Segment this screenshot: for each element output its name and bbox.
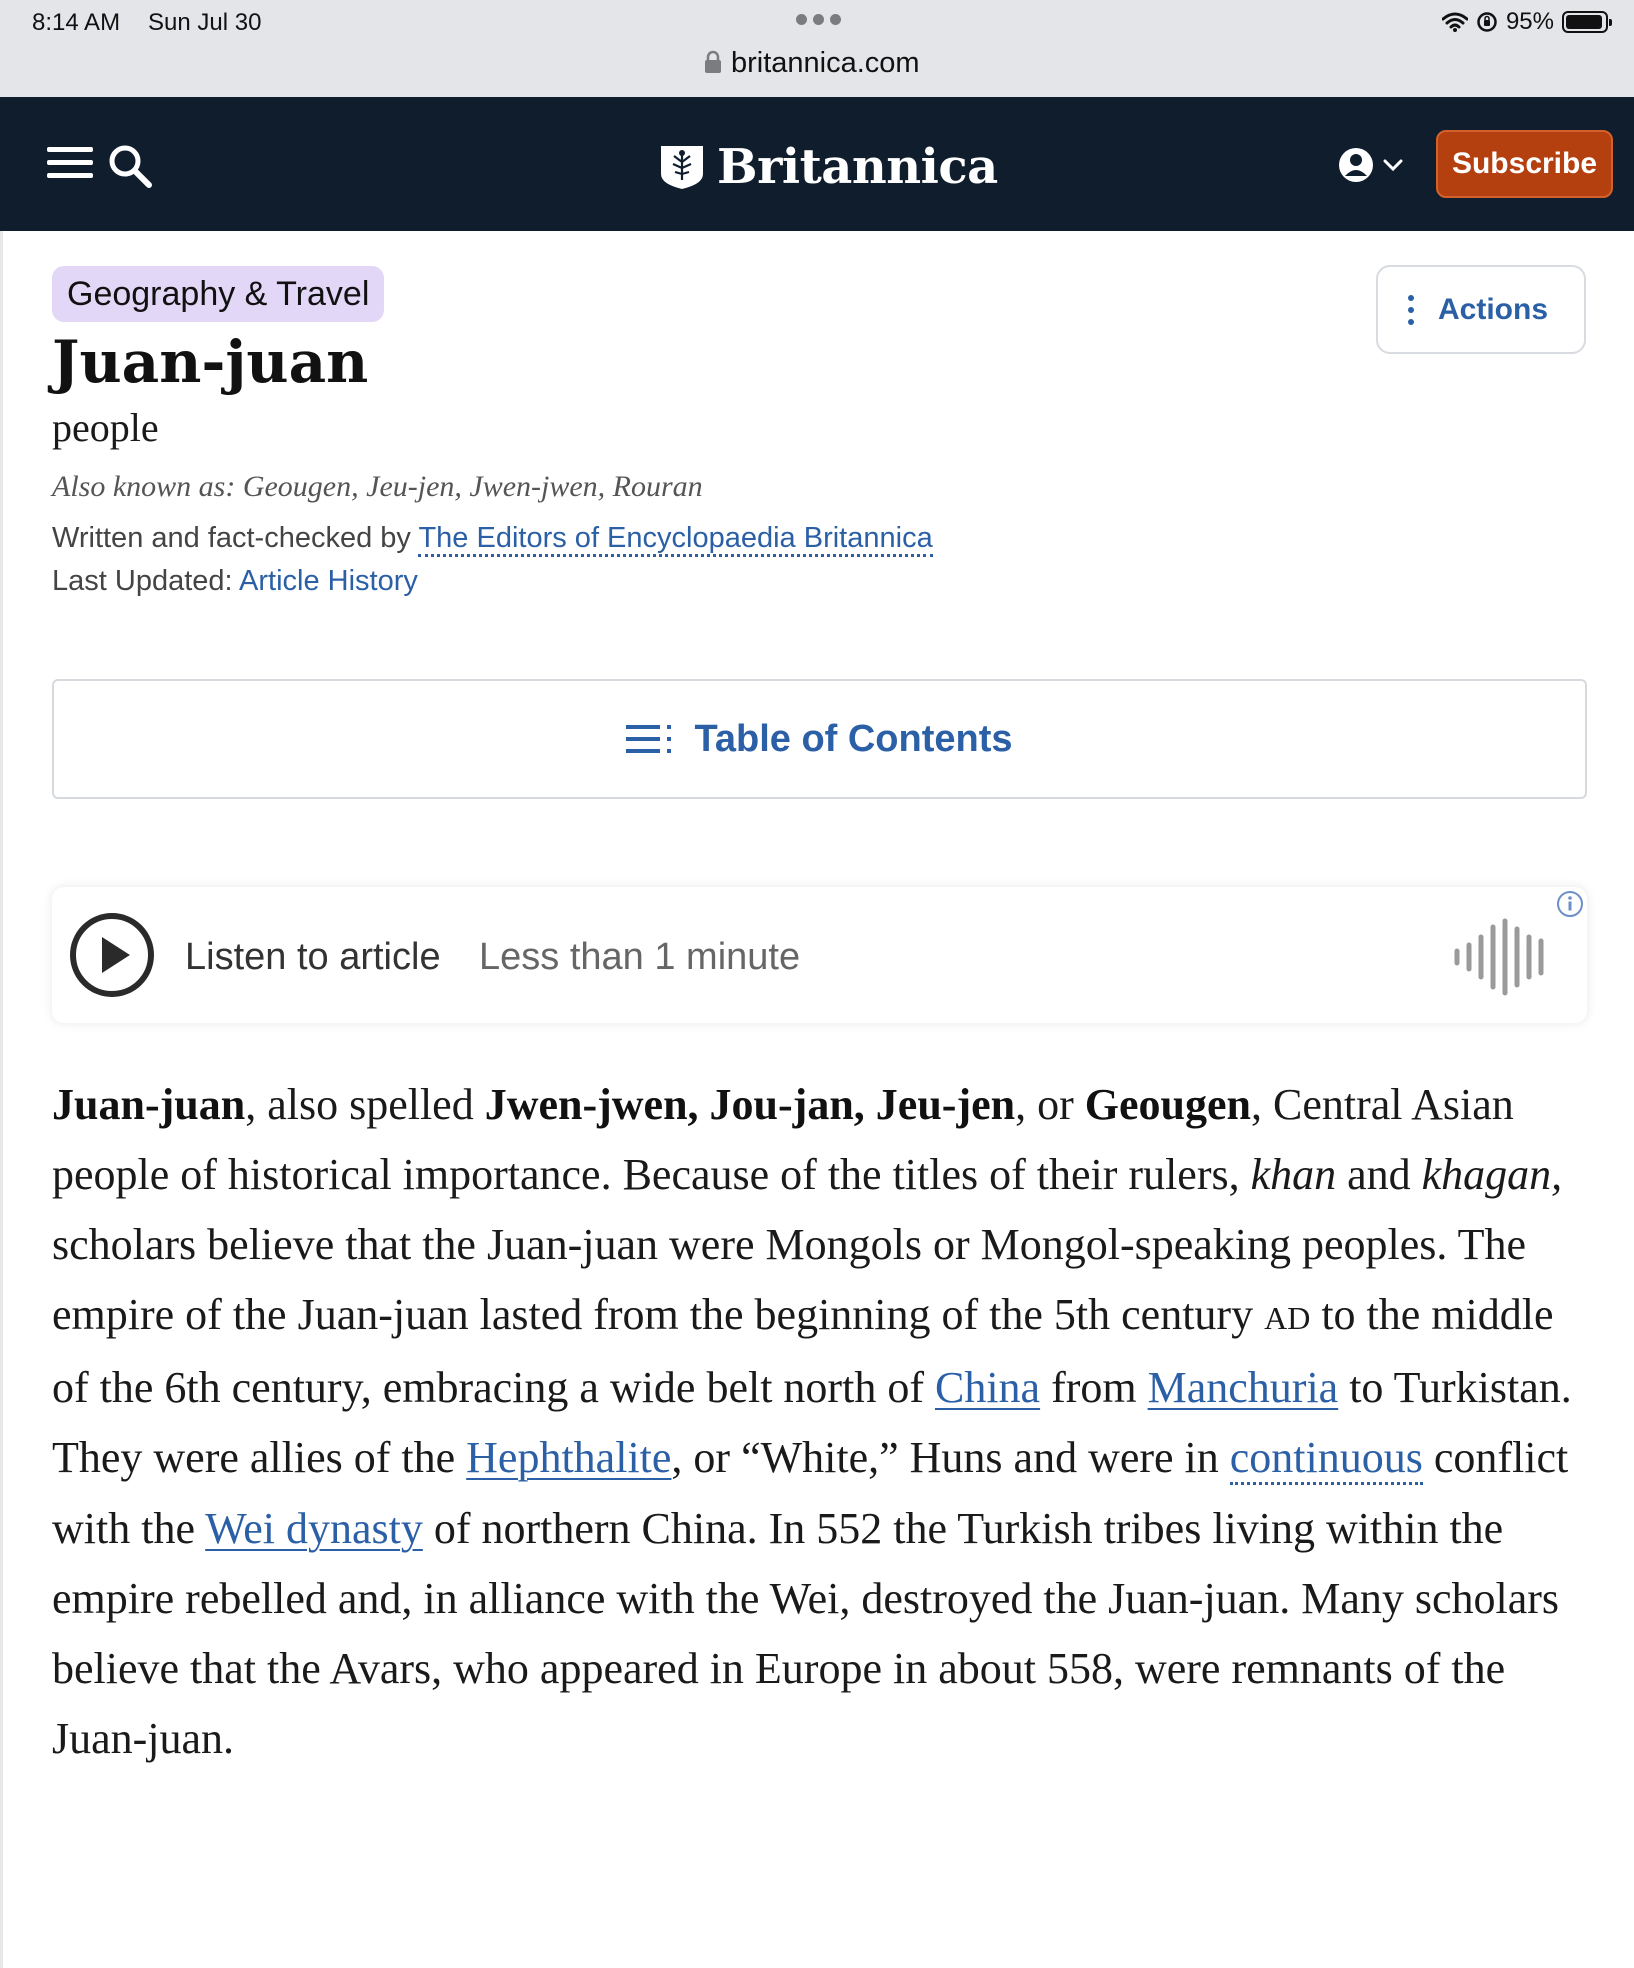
page-subtitle: people (52, 405, 159, 450)
era-abbreviation: AD (1264, 1300, 1311, 1337)
kebab-icon (1408, 295, 1414, 325)
body-text: scholars believe that the Juan-juan were Mongols or Mongol-speaking peoples. The empire of the Juan-juan lasted from the beginning of the 5th century (52, 1220, 1527, 1340)
brand-name: Britannica (717, 139, 998, 195)
address-bar-url[interactable]: britannica.com (731, 46, 920, 79)
byline-prefix: Written and fact-checked by (52, 522, 411, 554)
search-icon[interactable] (106, 142, 154, 190)
chevron-down-icon (1382, 158, 1404, 172)
page-title: Juan-juan (52, 328, 369, 396)
account-menu-button[interactable] (1338, 145, 1412, 185)
status-bar (0, 0, 1634, 97)
battery-percent: 95% (1505, 8, 1554, 35)
term-bold: Geougen (1084, 1080, 1251, 1129)
link-wei-dynasty[interactable]: Wei dynasty (205, 1503, 423, 1553)
site-header (0, 97, 1634, 231)
also-known-as (52, 470, 703, 504)
link-hephthalite[interactable]: Hephthalite (466, 1433, 672, 1483)
orientation-lock-icon (1476, 11, 1498, 33)
actions-button[interactable] (1376, 265, 1586, 354)
body-text: to the middle of the 6th century, embracing a wide belt north of (52, 1290, 1554, 1413)
term-italic: khagan, (1421, 1150, 1563, 1200)
body-text: and (1336, 1150, 1422, 1200)
toc-label: Table of Contents (694, 717, 1013, 760)
lock-icon (704, 50, 722, 74)
battery-icon (1562, 11, 1608, 33)
account-icon (1338, 147, 1374, 183)
body-text: to Turkistan. They were allies of the (52, 1363, 1572, 1483)
term-bold: Juan-juan (52, 1080, 246, 1129)
link-china[interactable]: China (934, 1363, 1041, 1413)
body-text: , or (1015, 1080, 1085, 1129)
article-history-link[interactable]: Article History (239, 565, 418, 597)
page-edge-divider (0, 231, 3, 1968)
term-bold: Jwen-jwen, Jou-jan, Jeu-jen (484, 1080, 1016, 1129)
article-paragraph (52, 1070, 1597, 1774)
status-time: 8:14 AM (32, 9, 121, 36)
listen-duration: Less than 1 minute (479, 936, 801, 978)
britannica-logo[interactable] (659, 139, 998, 195)
body-text: , Central Asian people of historical importance. Because of the titles of their rulers, (52, 1080, 1514, 1200)
body-text: from (1040, 1363, 1148, 1413)
info-icon[interactable] (1555, 889, 1585, 919)
subscribe-button[interactable]: Subscribe (1436, 130, 1613, 198)
audio-player (52, 887, 1587, 1023)
status-indicators (1442, 8, 1608, 36)
body-text: , or “White,” Huns and were in (671, 1433, 1230, 1483)
wifi-icon (1442, 12, 1468, 32)
aka-values: Geougen, Jeu-jen, Jwen-jwen, Rouran (242, 470, 703, 503)
category-badge[interactable]: Geography & Travel (52, 266, 384, 322)
author-link[interactable]: The Editors of Encyclopaedia Britannica (418, 522, 932, 557)
updated-prefix: Last Updated: (52, 565, 233, 597)
hamburger-menu-icon[interactable] (47, 147, 93, 181)
table-of-contents-button[interactable] (52, 679, 1587, 799)
definition-link-continuous[interactable]: continuous (1230, 1433, 1423, 1485)
body-text: of northern China. In 552 the Turkish tribes living within the empire rebelled and, in alliance with the Wei, destroyed the Juan-juan. Many scholars believe that the Avars, who appeared in Europe in about 558, were remnants of the Juan-juan. (52, 1503, 1560, 1763)
multitasking-dots-icon[interactable] (796, 14, 842, 26)
aka-prefix: Also known as: (52, 470, 236, 503)
play-icon[interactable] (68, 911, 156, 999)
list-icon (626, 724, 674, 754)
britannica-thistle-icon (659, 144, 705, 190)
term-italic: khan (1250, 1150, 1337, 1200)
last-updated (52, 565, 418, 598)
waveform-icon (1453, 917, 1553, 997)
body-text: conflict with the (52, 1433, 1569, 1553)
body-text: , also spelled (245, 1080, 485, 1129)
listen-label: Listen to article (185, 936, 441, 978)
actions-label: Actions (1438, 292, 1549, 326)
link-manchuria[interactable]: Manchuria (1147, 1363, 1339, 1413)
byline (52, 522, 933, 555)
status-date: Sun Jul 30 (148, 9, 262, 36)
